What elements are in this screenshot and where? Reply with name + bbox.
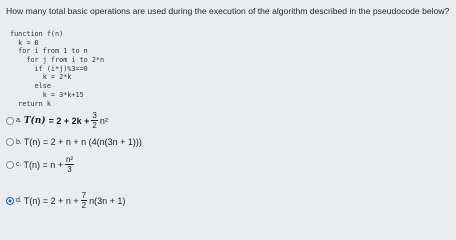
option-letter: b. <box>16 138 22 146</box>
option-d-radio[interactable] <box>6 197 14 205</box>
fraction <box>81 191 87 210</box>
option-letter: d. <box>16 197 22 204</box>
code-line: k = 2*k <box>10 73 72 82</box>
fraction-denominator: 3 <box>67 165 72 174</box>
formula-eq: = 2 + 2k + <box>48 115 90 126</box>
option-d[interactable] <box>6 191 125 210</box>
code-line: return k <box>10 99 51 108</box>
option-a[interactable] <box>6 111 108 130</box>
option-c-formula <box>23 155 76 174</box>
code-line: function f(n) <box>10 30 64 38</box>
option-a-formula <box>24 111 108 130</box>
formula-lhs: T(n) = 2 + n + <box>23 195 79 206</box>
code-line: else <box>10 82 51 91</box>
formula-tail: n(3n + 1) <box>89 195 126 206</box>
option-b-radio[interactable] <box>6 138 14 146</box>
option-letter: c. <box>16 161 22 168</box>
fraction-numerator: 7 <box>81 191 87 200</box>
option-c[interactable] <box>6 155 76 174</box>
fraction-denominator: 2 <box>81 201 87 210</box>
option-b-formula: T(n) = 2 + n + n (4(n(3n + 1))) <box>23 137 142 147</box>
code-line: k = 0 <box>10 38 39 47</box>
fraction-numerator: 3 <box>92 111 97 120</box>
pseudocode-block <box>10 30 104 108</box>
code-line: for j from i to 2*n <box>10 56 105 65</box>
code-line: if (i*j)%3==0 <box>10 64 88 73</box>
fraction <box>65 155 74 174</box>
fraction <box>91 111 97 130</box>
option-letter: a. <box>16 117 22 124</box>
formula-lhs: T(n) <box>23 115 46 126</box>
option-d-formula <box>24 191 126 210</box>
formula-tail: n² <box>99 115 108 126</box>
code-line: for i from 1 to n <box>10 47 88 56</box>
option-b[interactable] <box>6 137 142 147</box>
question-text: How many total basic operations are used during the execution of the algorithm described in the pseudocode below? <box>6 6 450 16</box>
fraction-denominator: 2 <box>92 121 97 130</box>
code-line: k = 3*k+15 <box>10 90 84 99</box>
option-c-radio[interactable] <box>6 161 14 169</box>
option-a-radio[interactable] <box>6 117 14 125</box>
fraction-numerator: n² <box>65 155 74 164</box>
formula-lhs: T(n) = n + <box>23 159 63 170</box>
